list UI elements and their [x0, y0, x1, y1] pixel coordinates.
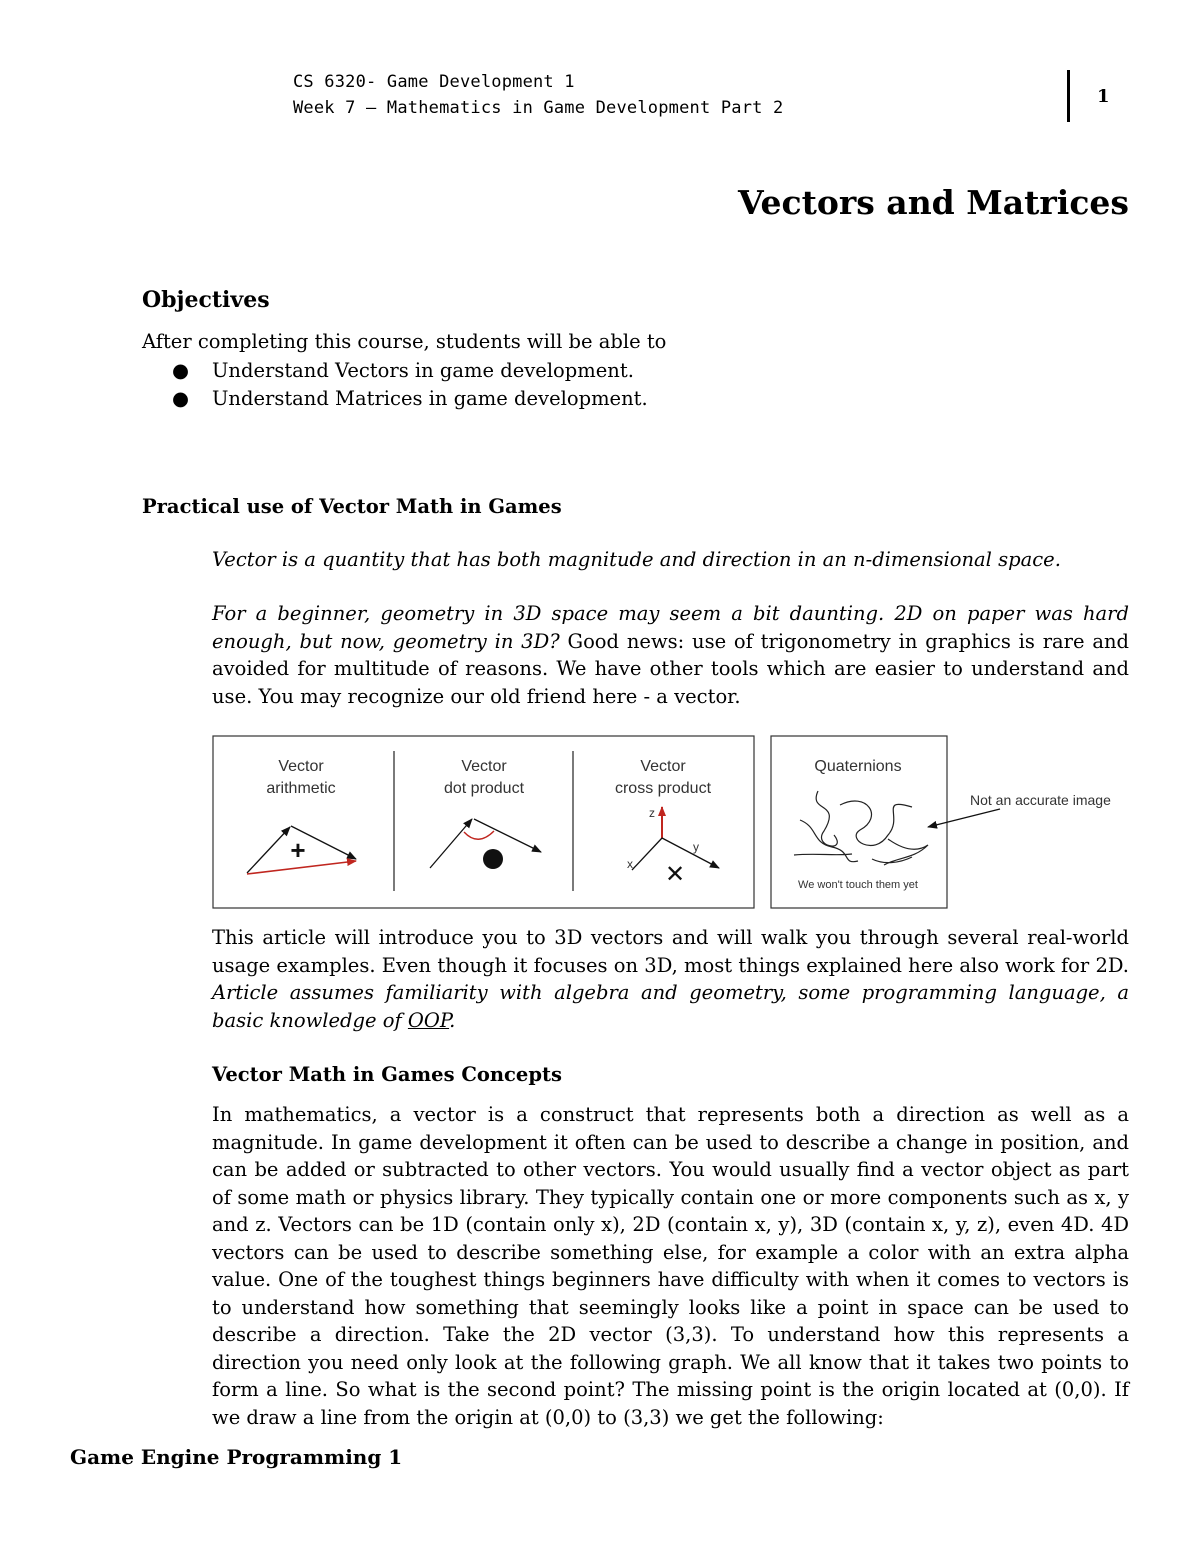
concepts-heading: Vector Math in Games Concepts	[212, 1063, 562, 1086]
panel-title-line1: Vector	[640, 758, 686, 775]
objectives-heading: Objectives	[142, 287, 270, 313]
vector-concepts-figure	[212, 735, 1156, 913]
practical-heading: Practical use of Vector Math in Games	[142, 495, 562, 518]
vector-arrow	[474, 819, 541, 852]
quaternions-caption: We won't touch them yet	[798, 879, 918, 891]
vector-definition: Vector is a quantity that has both magnitude and direction in an n-dimensional space.	[212, 548, 1061, 571]
intro-rest: Good news: use of trigonometry in graphics is rare and avoided for multitude of reasons. We have other tools which are easier to understand and use. You may recognize our old friend here - a vector.	[212, 629, 1129, 708]
page-number: 1	[1097, 86, 1110, 107]
objectives-intro: After completing this course, students will be able to	[142, 330, 667, 353]
week-title: Week 7 – Mathematics in Game Development Part 2	[293, 98, 784, 118]
axis-label-x: x	[627, 857, 633, 871]
panel-title-line2: dot product	[443, 780, 525, 797]
note-arrow	[928, 809, 1000, 827]
panel-title-line1: Vector	[278, 758, 324, 775]
intro-paragraph	[212, 600, 1129, 710]
concepts-paragraph: In mathematics, a vector is a construct that represents both a direction as well as a magnitude. In game development it often can be used to describe a change in position, and can be added or subtracted to other vectors. You would usually find a vector object as part of some math or physics library. They typically contain one or more components such as x, y and z. Vectors can be 1D (contain only x), 2D (contain x, y), 3D (contain x, y, z), even 4D. 4D vectors can be used to describe something else, for example a color with an extra alpha value. One of the toughest things beginners have difficulty with when it comes to vectors is to understand how something that seemingly looks like a point in space can be used to describe a direction. Take the 2D vector (3,3). To understand how this represents a direction you need only look at the following graph. We all know that it takes two points to form a line. So what is the second point? The missing point is the origin located at (0,0). If we draw a line from the origin at (0,0) to (3,3) we get the following:	[212, 1103, 1129, 1429]
plus-icon: +	[290, 835, 306, 865]
panel-title-line2: cross product	[614, 780, 712, 797]
axis-label-z: z	[649, 806, 655, 820]
article-intro-plain: This article will introduce you to 3D vectors and will walk you through several real-world usage examples. Even though it focuses on 3D, most things explained here also work for 2D.	[212, 926, 1129, 977]
angle-arc	[464, 831, 494, 839]
cross-icon: ✕	[664, 861, 686, 888]
dot-icon	[483, 849, 503, 869]
panel-title-line2: arithmetic	[266, 780, 336, 797]
quaternions-label: Quaternions	[814, 758, 902, 775]
article-intro-italic: Article assumes familiarity with algebra and geometry, some programming language, a basic knowledge of	[212, 981, 1129, 1032]
article-intro-end: .	[449, 1008, 456, 1032]
page-title: Vectors and Matrices	[737, 183, 1129, 222]
x-axis-line	[632, 838, 662, 870]
article-intro-paragraph	[212, 924, 1129, 1034]
objective-item: Understand Vectors in game development.	[212, 359, 634, 382]
page-footer: Game Engine Programming 1	[70, 1445, 403, 1469]
course-code: CS 6320- Game Development 1	[293, 72, 575, 92]
oop-link[interactable]: OOP	[407, 1008, 450, 1032]
panel-title-line1: Vector	[461, 758, 507, 775]
bullet-icon: ●	[172, 359, 190, 382]
vector-arrow	[430, 819, 472, 868]
page-divider	[1067, 70, 1070, 122]
objective-item: Understand Matrices in game development.	[212, 387, 648, 410]
figure-note: Not an accurate image	[970, 792, 1111, 808]
bullet-icon: ●	[172, 387, 190, 410]
quaternion-scribble	[794, 791, 928, 865]
vector-arrow	[247, 827, 290, 873]
intro-italic: For a beginner, geometry in 3D space may seem a bit daunting. 2D on paper was hard enough, but now, geometry in 3D?	[212, 602, 1129, 653]
axis-label-y: y	[693, 840, 699, 854]
